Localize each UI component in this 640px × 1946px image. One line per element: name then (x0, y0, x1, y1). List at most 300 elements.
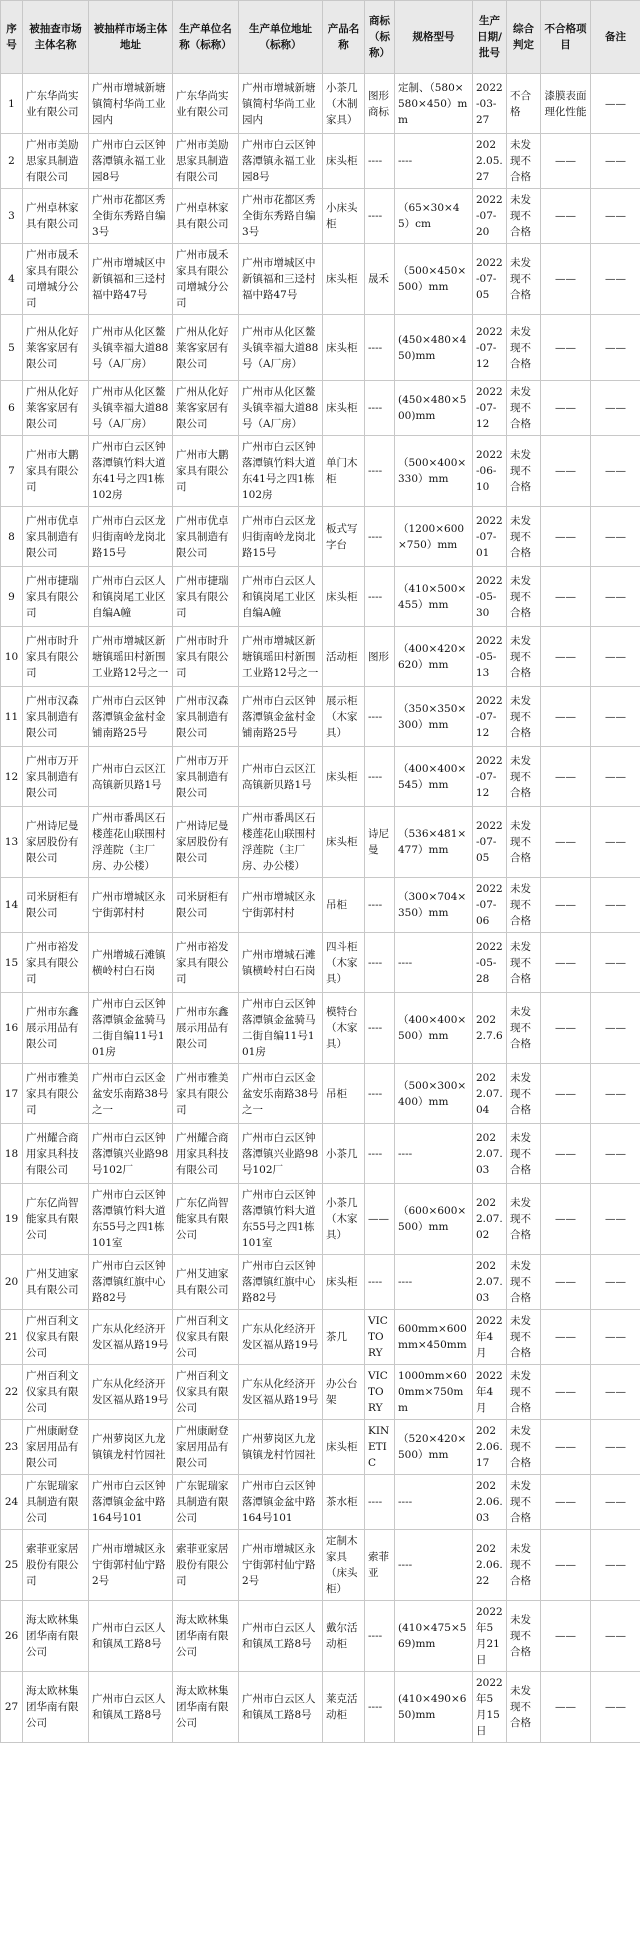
overall-verdict-cell: 未发现不合格 (507, 878, 541, 933)
production-date-cell: 2022-07-05 (473, 244, 507, 315)
row-number-cell: 2 (1, 134, 23, 189)
production-date-cell: 2022-07-12 (473, 381, 507, 436)
trademark-cell: ---- (365, 1064, 395, 1124)
table-row (1, 933, 640, 993)
production-date-cell: 2022-07-05 (473, 807, 507, 878)
manufacturer-address-cell: 广州市番禺区石楼莲花山联围村浮莲院（主厂房、办公楼） (239, 807, 323, 878)
remarks-cell: —— (591, 1475, 640, 1530)
remarks-cell: —— (591, 436, 640, 507)
production-date-cell: 2022.07.02 (473, 1184, 507, 1255)
header-cell: 不合格项目 (541, 1, 591, 74)
manufacturer-address-cell: 广州市增城石滩镇横岭村白石岗 (239, 933, 323, 993)
overall-verdict-cell: 未发现不合格 (507, 134, 541, 189)
header-cell: 被抽查市场主体名称 (23, 1, 89, 74)
inspected-entity-name-cell: 广东铌瑞家具制造有限公司 (23, 1475, 89, 1530)
inspected-entity-name-cell: 广州市大鹏家具有限公司 (23, 436, 89, 507)
manufacturer-address-cell: 广州市白云区钟落潭镇竹料大道东41号之四1栋102房 (239, 436, 323, 507)
production-date-cell: 2022.06.22 (473, 1530, 507, 1601)
trademark-cell: ---- (365, 1124, 395, 1184)
manufacturer-address-cell: 广州市白云区钟落潭镇永福工业园8号 (239, 134, 323, 189)
overall-verdict-cell: 未发现不合格 (507, 1475, 541, 1530)
failed-items-cell: —— (541, 747, 591, 807)
table-row (1, 244, 640, 315)
production-date-cell: 2022年5月21日 (473, 1601, 507, 1672)
inspected-entity-name-cell: 广州市万开家具制造有限公司 (23, 747, 89, 807)
manufacturer-address-cell: 广州市增城区永宁街郭村村 (239, 878, 323, 933)
manufacturer-name-cell: 广东铌瑞家具制造有限公司 (173, 1475, 239, 1530)
failed-items-cell: —— (541, 933, 591, 993)
remarks-cell: —— (591, 507, 640, 567)
row-number-cell: 14 (1, 878, 23, 933)
manufacturer-address-cell: 广州市白云区人和镇凤工路8号 (239, 1672, 323, 1743)
manufacturer-address-cell: 广州市增城区中新镇福和三迳村福中路47号 (239, 244, 323, 315)
remarks-cell: —— (591, 807, 640, 878)
production-date-cell: 2022年4月 (473, 1310, 507, 1365)
specification-cell: ---- (395, 1255, 473, 1310)
remarks-cell: —— (591, 1530, 640, 1601)
table-row (1, 1530, 640, 1601)
table-row (1, 807, 640, 878)
trademark-cell: ---- (365, 567, 395, 627)
inspected-entity-name-cell: 海太欧林集团华南有限公司 (23, 1601, 89, 1672)
production-date-cell: 2022-07-06 (473, 878, 507, 933)
manufacturer-address-cell: 广州市白云区金盆安乐南路38号之一 (239, 1064, 323, 1124)
product-name-cell: 床头柜 (323, 134, 365, 189)
specification-cell: （65×30×45）cm (395, 189, 473, 244)
production-date-cell: 2022-07-12 (473, 687, 507, 747)
manufacturer-address-cell: 广州市增城区新塘镇瑶田村新围工业路12号之一 (239, 627, 323, 687)
overall-verdict-cell: 未发现不合格 (507, 1601, 541, 1672)
table-row (1, 381, 640, 436)
table-row (1, 1064, 640, 1124)
row-number-cell: 18 (1, 1124, 23, 1184)
failed-items-cell: —— (541, 627, 591, 687)
remarks-cell: —— (591, 1420, 640, 1475)
manufacturer-name-cell: 司米厨柜有限公司 (173, 878, 239, 933)
remarks-cell: —— (591, 1255, 640, 1310)
trademark-cell: ---- (365, 1601, 395, 1672)
product-name-cell: 小茶几（木制家具） (323, 74, 365, 134)
production-date-cell: 2022-03-27 (473, 74, 507, 134)
product-name-cell: 四斗柜（木家具） (323, 933, 365, 993)
overall-verdict-cell: 未发现不合格 (507, 1365, 541, 1420)
failed-items-cell: 漆膜表面理化性能 (541, 74, 591, 134)
specification-cell: （350×350×300）mm (395, 687, 473, 747)
inspected-entity-name-cell: 广州市优卓家具制造有限公司 (23, 507, 89, 567)
inspected-entity-name-cell: 广州耀合商用家具科技有限公司 (23, 1124, 89, 1184)
product-name-cell: 茶水柜 (323, 1475, 365, 1530)
row-number-cell: 20 (1, 1255, 23, 1310)
overall-verdict-cell: 未发现不合格 (507, 807, 541, 878)
specification-cell: （1200×600×750）mm (395, 507, 473, 567)
inspected-entity-name-cell: 广州艾迪家具有限公司 (23, 1255, 89, 1310)
row-number-cell: 27 (1, 1672, 23, 1743)
remarks-cell: —— (591, 244, 640, 315)
overall-verdict-cell: 未发现不合格 (507, 567, 541, 627)
inspected-entity-name-cell: 广州百利文仪家具有限公司 (23, 1310, 89, 1365)
trademark-cell: 诗尼曼 (365, 807, 395, 878)
manufacturer-name-cell: 广州百利文仪家具有限公司 (173, 1365, 239, 1420)
product-name-cell: 模特台（木家具） (323, 993, 365, 1064)
row-number-cell: 5 (1, 315, 23, 381)
failed-items-cell: —— (541, 1255, 591, 1310)
inspected-entity-name-cell: 广州市汉森家具制造有限公司 (23, 687, 89, 747)
product-name-cell: 定制木家具（床头柜） (323, 1530, 365, 1601)
trademark-cell: 晟禾 (365, 244, 395, 315)
manufacturer-address-cell: 广州市白云区江高镇新贝路1号 (239, 747, 323, 807)
production-date-cell: 2022年4月 (473, 1365, 507, 1420)
trademark-cell: ---- (365, 189, 395, 244)
specification-cell: (410×490×650)mm (395, 1672, 473, 1743)
manufacturer-address-cell: 广州市白云区钟落潭镇金盆中路164号101 (239, 1475, 323, 1530)
header-cell: 商标（标称） (365, 1, 395, 74)
manufacturer-name-cell: 广州市雅美家具有限公司 (173, 1064, 239, 1124)
manufacturer-name-cell: 广州市时升家具有限公司 (173, 627, 239, 687)
table-row (1, 1124, 640, 1184)
table-row (1, 1310, 640, 1365)
failed-items-cell: —— (541, 134, 591, 189)
manufacturer-name-cell: 广州市美励思家具制造有限公司 (173, 134, 239, 189)
remarks-cell: —— (591, 1672, 640, 1743)
manufacturer-name-cell: 广州诗尼曼家居股份有限公司 (173, 807, 239, 878)
overall-verdict-cell: 未发现不合格 (507, 993, 541, 1064)
trademark-cell: 图形商标 (365, 74, 395, 134)
row-number-cell: 19 (1, 1184, 23, 1255)
manufacturer-name-cell: 广州百利文仪家具有限公司 (173, 1310, 239, 1365)
remarks-cell: —— (591, 747, 640, 807)
product-name-cell: 床头柜 (323, 807, 365, 878)
inspected-entity-name-cell: 广州诗尼曼家居股份有限公司 (23, 807, 89, 878)
failed-items-cell: —— (541, 993, 591, 1064)
inspected-entity-address-cell: 广州市白云区江高镇新贝路1号 (89, 747, 173, 807)
table-row (1, 315, 640, 381)
production-date-cell: 2022.07.03 (473, 1124, 507, 1184)
header-cell: 生产日期/批号 (473, 1, 507, 74)
row-number-cell: 12 (1, 747, 23, 807)
remarks-cell: —— (591, 567, 640, 627)
inspected-entity-address-cell: 广东从化经济开发区福从路19号 (89, 1365, 173, 1420)
row-number-cell: 15 (1, 933, 23, 993)
specification-cell: 定制、（580×580×450）mm (395, 74, 473, 134)
product-name-cell: 床头柜 (323, 244, 365, 315)
inspected-entity-address-cell: 广州萝岗区九龙镇镇龙村竹园社 (89, 1420, 173, 1475)
table-row (1, 507, 640, 567)
inspected-entity-name-cell: 广州市裕发家具有限公司 (23, 933, 89, 993)
failed-items-cell: —— (541, 315, 591, 381)
manufacturer-address-cell: 广州市白云区钟落潭镇金盆村金铺南路25号 (239, 687, 323, 747)
specification-cell: （520×420×500）mm (395, 1420, 473, 1475)
inspected-entity-address-cell: 广州市白云区钟落潭镇金盆村金铺南路25号 (89, 687, 173, 747)
overall-verdict-cell: 未发现不合格 (507, 381, 541, 436)
product-name-cell: 办公台架 (323, 1365, 365, 1420)
remarks-cell: —— (591, 1184, 640, 1255)
trademark-cell: ---- (365, 507, 395, 567)
inspected-entity-name-cell: 广州市捷瑞家具有限公司 (23, 567, 89, 627)
trademark-cell: KINETIC (365, 1420, 395, 1475)
production-date-cell: 2022-05-13 (473, 627, 507, 687)
failed-items-cell: —— (541, 244, 591, 315)
table-row (1, 1365, 640, 1420)
remarks-cell: —— (591, 1124, 640, 1184)
specification-cell: ---- (395, 933, 473, 993)
production-date-cell: 2022年5月15日 (473, 1672, 507, 1743)
product-name-cell: 床头柜 (323, 1420, 365, 1475)
overall-verdict-cell: 未发现不合格 (507, 1124, 541, 1184)
manufacturer-name-cell: 广州康耐登家居用品有限公司 (173, 1420, 239, 1475)
header-cell: 生产单位名称（标称） (173, 1, 239, 74)
product-name-cell: 床头柜 (323, 747, 365, 807)
manufacturer-address-cell: 广州市从化区鳌头镇幸福大道88号（A厂房） (239, 381, 323, 436)
table-row (1, 1601, 640, 1672)
inspected-entity-address-cell: 广州市白云区人和镇岗尾工业区自编A幢 (89, 567, 173, 627)
manufacturer-address-cell: 广州市白云区钟落潭镇兴业路98号102厂 (239, 1124, 323, 1184)
inspected-entity-address-cell: 广州市白云区钟落潭镇金盆中路164号101 (89, 1475, 173, 1530)
specification-cell: （500×400×330）mm (395, 436, 473, 507)
trademark-cell: ---- (365, 933, 395, 993)
failed-items-cell: —— (541, 1420, 591, 1475)
remarks-cell: —— (591, 315, 640, 381)
trademark-cell: 索菲亚 (365, 1530, 395, 1601)
manufacturer-name-cell: 广州市大鹏家具有限公司 (173, 436, 239, 507)
specification-cell: （410×500×455）mm (395, 567, 473, 627)
remarks-cell: —— (591, 933, 640, 993)
failed-items-cell: —— (541, 807, 591, 878)
specification-cell: （400×400×500）mm (395, 993, 473, 1064)
table-row (1, 1420, 640, 1475)
header-cell: 综合判定 (507, 1, 541, 74)
specification-cell: ---- (395, 1124, 473, 1184)
failed-items-cell: —— (541, 436, 591, 507)
remarks-cell: —— (591, 381, 640, 436)
production-date-cell: 2022.07.03 (473, 1255, 507, 1310)
inspected-entity-name-cell: 广州百利文仪家具有限公司 (23, 1365, 89, 1420)
failed-items-cell: —— (541, 1475, 591, 1530)
row-number-cell: 10 (1, 627, 23, 687)
manufacturer-name-cell: 广州市捷瑞家具有限公司 (173, 567, 239, 627)
row-number-cell: 25 (1, 1530, 23, 1601)
failed-items-cell: —— (541, 567, 591, 627)
remarks-cell: —— (591, 134, 640, 189)
row-number-cell: 23 (1, 1420, 23, 1475)
row-number-cell: 11 (1, 687, 23, 747)
overall-verdict-cell: 未发现不合格 (507, 244, 541, 315)
specification-cell: （400×420×620）mm (395, 627, 473, 687)
inspected-entity-name-cell: 广州市时升家具有限公司 (23, 627, 89, 687)
product-name-cell: 吊柜 (323, 1064, 365, 1124)
production-date-cell: 2022-07-01 (473, 507, 507, 567)
failed-items-cell: —— (541, 1310, 591, 1365)
table-row (1, 627, 640, 687)
trademark-cell: ---- (365, 134, 395, 189)
inspected-entity-name-cell: 广州市晟禾家具有限公司增城分公司 (23, 244, 89, 315)
row-number-cell: 9 (1, 567, 23, 627)
manufacturer-name-cell: 广州市万开家具制造有限公司 (173, 747, 239, 807)
row-number-cell: 26 (1, 1601, 23, 1672)
inspected-entity-name-cell: 广州康耐登家居用品有限公司 (23, 1420, 89, 1475)
inspected-entity-address-cell: 广州市白云区钟落潭镇竹料大道东41号之四1栋102房 (89, 436, 173, 507)
manufacturer-name-cell: 海太欧林集团华南有限公司 (173, 1672, 239, 1743)
inspected-entity-address-cell: 广州市花都区秀全街东秀路自编3号 (89, 189, 173, 244)
row-number-cell: 24 (1, 1475, 23, 1530)
failed-items-cell: —— (541, 687, 591, 747)
overall-verdict-cell: 未发现不合格 (507, 189, 541, 244)
manufacturer-name-cell: 广东华尚实业有限公司 (173, 74, 239, 134)
manufacturer-address-cell: 广州市白云区龙归街南岭龙岗北路15号 (239, 507, 323, 567)
manufacturer-address-cell: 广州市花都区秀全街东秀路自编3号 (239, 189, 323, 244)
inspected-entity-name-cell: 海太欧林集团华南有限公司 (23, 1672, 89, 1743)
product-name-cell: 床头柜 (323, 381, 365, 436)
inspected-entity-address-cell: 广州市番禺区石楼莲花山联围村浮莲院（主厂房、办公楼） (89, 807, 173, 878)
header-row (1, 1, 640, 74)
overall-verdict-cell: 未发现不合格 (507, 1530, 541, 1601)
remarks-cell: —— (591, 1064, 640, 1124)
inspected-entity-address-cell: 广州市增城区中新镇福和三迳村福中路47号 (89, 244, 173, 315)
overall-verdict-cell: 未发现不合格 (507, 507, 541, 567)
manufacturer-name-cell: 海太欧林集团华南有限公司 (173, 1601, 239, 1672)
inspected-entity-name-cell: 广州市雅美家具有限公司 (23, 1064, 89, 1124)
header-cell: 被抽样市场主体地址 (89, 1, 173, 74)
overall-verdict-cell: 未发现不合格 (507, 1255, 541, 1310)
trademark-cell: ---- (365, 381, 395, 436)
table-row (1, 747, 640, 807)
trademark-cell: —— (365, 1184, 395, 1255)
manufacturer-name-cell: 广州从化好莱客家居有限公司 (173, 381, 239, 436)
inspected-entity-address-cell: 广东从化经济开发区福从路19号 (89, 1310, 173, 1365)
failed-items-cell: —— (541, 1530, 591, 1601)
overall-verdict-cell: 未发现不合格 (507, 747, 541, 807)
failed-items-cell: —— (541, 1601, 591, 1672)
remarks-cell: —— (591, 74, 640, 134)
trademark-cell: ---- (365, 993, 395, 1064)
inspected-entity-address-cell: 广州市白云区钟落潭镇竹料大道东55号之四1栋101室 (89, 1184, 173, 1255)
specification-cell: (450×480×450)mm (395, 315, 473, 381)
production-date-cell: 2022-07-20 (473, 189, 507, 244)
inspected-entity-address-cell: 广州市白云区龙归街南岭龙岗北路15号 (89, 507, 173, 567)
manufacturer-address-cell: 广州市白云区钟落潭镇红旗中心路82号 (239, 1255, 323, 1310)
trademark-cell: ---- (365, 315, 395, 381)
specification-cell: 600mm×600mm×450mm (395, 1310, 473, 1365)
production-date-cell: 2022-07-12 (473, 315, 507, 381)
table-row (1, 189, 640, 244)
specification-cell: ---- (395, 1475, 473, 1530)
manufacturer-address-cell: 广州市白云区钟落潭镇金盆骑马二街自编11号101房 (239, 993, 323, 1064)
failed-items-cell: —— (541, 1064, 591, 1124)
product-name-cell: 戴尔活动柜 (323, 1601, 365, 1672)
remarks-cell: —— (591, 687, 640, 747)
trademark-cell: ---- (365, 747, 395, 807)
production-date-cell: 2022-07-12 (473, 747, 507, 807)
manufacturer-name-cell: 索菲亚家居股份有限公司 (173, 1530, 239, 1601)
remarks-cell: —— (591, 1365, 640, 1420)
production-date-cell: 2022.06.03 (473, 1475, 507, 1530)
production-date-cell: 2022.06.17 (473, 1420, 507, 1475)
product-name-cell: 床头柜 (323, 315, 365, 381)
trademark-cell: ---- (365, 687, 395, 747)
failed-items-cell: —— (541, 189, 591, 244)
inspected-entity-address-cell: 广州市白云区人和镇凤工路8号 (89, 1601, 173, 1672)
inspected-entity-address-cell: 广州市从化区鳌头镇幸福大道88号（A厂房） (89, 315, 173, 381)
table-row (1, 878, 640, 933)
remarks-cell: —— (591, 189, 640, 244)
manufacturer-address-cell: 广州市白云区人和镇凤工路8号 (239, 1601, 323, 1672)
overall-verdict-cell: 未发现不合格 (507, 687, 541, 747)
trademark-cell: ---- (365, 1672, 395, 1743)
header-cell: 产品名称 (323, 1, 365, 74)
row-number-cell: 1 (1, 74, 23, 134)
product-name-cell: 单门木柜 (323, 436, 365, 507)
inspected-entity-address-cell: 广州市增城区永宁街郭村仙宁路2号 (89, 1530, 173, 1601)
manufacturer-name-cell: 广州市裕发家具有限公司 (173, 933, 239, 993)
failed-items-cell: —— (541, 1184, 591, 1255)
product-name-cell: 板式写字台 (323, 507, 365, 567)
manufacturer-address-cell: 广州市增城新塘镇简村华尚工业园内 (239, 74, 323, 134)
overall-verdict-cell: 未发现不合格 (507, 1064, 541, 1124)
production-date-cell: 2022.05.27 (473, 134, 507, 189)
inspected-entity-address-cell: 广州市白云区金盆安乐南路38号之一 (89, 1064, 173, 1124)
manufacturer-name-cell: 广东亿尚智能家具有限公司 (173, 1184, 239, 1255)
inspected-entity-address-cell: 广州市白云区钟落潭镇金盆骑马二街自编11号101房 (89, 993, 173, 1064)
row-number-cell: 22 (1, 1365, 23, 1420)
manufacturer-name-cell: 广州从化好莱客家居有限公司 (173, 315, 239, 381)
table-row (1, 74, 640, 134)
manufacturer-name-cell: 广州市晟禾家具有限公司增城分公司 (173, 244, 239, 315)
manufacturer-name-cell: 广州耀合商用家具科技有限公司 (173, 1124, 239, 1184)
overall-verdict-cell: 未发现不合格 (507, 1420, 541, 1475)
row-number-cell: 7 (1, 436, 23, 507)
inspected-entity-address-cell: 广州市增城区新塘镇瑶田村新围工业路12号之一 (89, 627, 173, 687)
product-name-cell: 活动柜 (323, 627, 365, 687)
inspected-entity-name-cell: 广东亿尚智能家具有限公司 (23, 1184, 89, 1255)
product-name-cell: 床头柜 (323, 567, 365, 627)
table-row (1, 1475, 640, 1530)
row-number-cell: 3 (1, 189, 23, 244)
specification-cell: （400×400×545）mm (395, 747, 473, 807)
specification-cell: (410×475×569)mm (395, 1601, 473, 1672)
manufacturer-address-cell: 广东从化经济开发区福从路19号 (239, 1310, 323, 1365)
table-row (1, 1672, 640, 1743)
specification-cell: (450×480×500)mm (395, 381, 473, 436)
manufacturer-address-cell: 广州市白云区钟落潭镇竹料大道东55号之四1栋101室 (239, 1184, 323, 1255)
inspected-entity-address-cell: 广州市增城新塘镇简村华尚工业园内 (89, 74, 173, 134)
remarks-cell: —— (591, 1310, 640, 1365)
failed-items-cell: —— (541, 1365, 591, 1420)
manufacturer-address-cell: 广州市白云区人和镇岗尾工业区自编A幢 (239, 567, 323, 627)
product-name-cell: 展示柜（木家具） (323, 687, 365, 747)
inspected-entity-address-cell: 广州市从化区鳌头镇幸福大道88号（A厂房） (89, 381, 173, 436)
production-date-cell: 2022-06-10 (473, 436, 507, 507)
overall-verdict-cell: 未发现不合格 (507, 1672, 541, 1743)
manufacturer-name-cell: 广州市优卓家具制造有限公司 (173, 507, 239, 567)
specification-cell: （500×450×500）mm (395, 244, 473, 315)
table-row (1, 134, 640, 189)
inspected-entity-name-cell: 广东华尚实业有限公司 (23, 74, 89, 134)
product-name-cell: 茶几 (323, 1310, 365, 1365)
table-row (1, 1184, 640, 1255)
manufacturer-name-cell: 广州市东鑫展示用品有限公司 (173, 993, 239, 1064)
header-cell: 生产单位地址（标称） (239, 1, 323, 74)
production-date-cell: 2022-05-30 (473, 567, 507, 627)
row-number-cell: 16 (1, 993, 23, 1064)
inspected-entity-address-cell: 广州市白云区人和镇凤工路8号 (89, 1672, 173, 1743)
row-number-cell: 4 (1, 244, 23, 315)
inspected-entity-name-cell: 索菲亚家居股份有限公司 (23, 1530, 89, 1601)
table-body (1, 74, 640, 1743)
row-number-cell: 6 (1, 381, 23, 436)
specification-cell: （500×300×400）mm (395, 1064, 473, 1124)
overall-verdict-cell: 未发现不合格 (507, 315, 541, 381)
table-row (1, 993, 640, 1064)
table-row (1, 436, 640, 507)
